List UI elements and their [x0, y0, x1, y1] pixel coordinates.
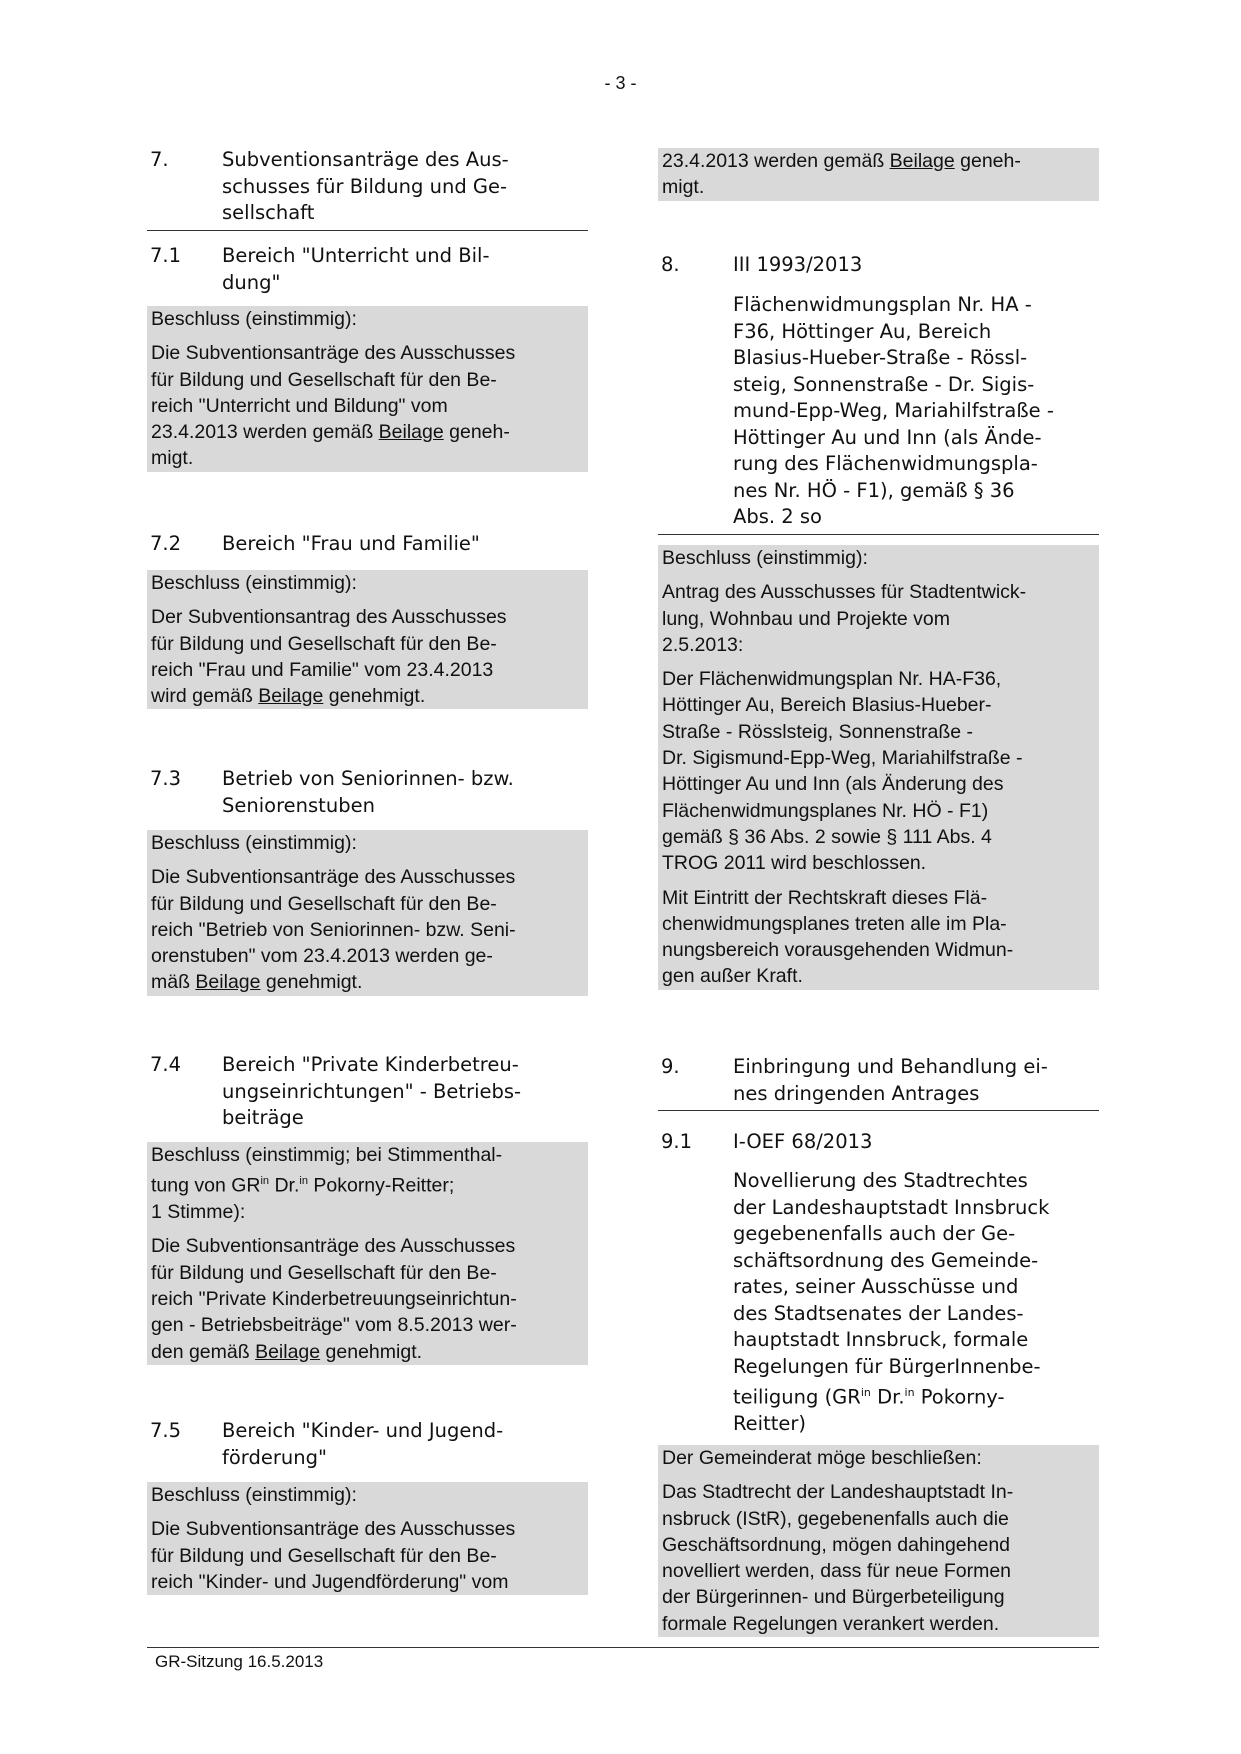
resolution-text: Der Flächenwidmungsplan Nr. HA-F36, Höttinger Au, Bereich Blasius-Hueber- Straße - Rösslsteig, Sonnenstraße - Dr. Sigismund-Epp-Weg, Mariahilfstraße - Höttinger Au und Inn (als Änderung des Flächenwidmungsplanes Nr. HÖ - F1) gemäß § 36 Abs. 2 sowie § 111 Abs. 4 TROG 2011 wird beschlossen. — [658, 666, 1099, 876]
section-number: 7.1 — [150, 244, 182, 267]
section-title: Bereich "Frau und Familie" — [222, 532, 480, 555]
section-number: 8. — [661, 253, 680, 276]
beilage-link[interactable]: Beilage — [255, 1340, 321, 1363]
section-8-heading — [658, 252, 1099, 279]
beschluss-label: Beschluss (einstimmig): — [147, 1482, 588, 1508]
section-number: 7. — [150, 148, 169, 171]
section-number: 9. — [661, 1055, 680, 1078]
section-7-4-heading — [147, 1052, 588, 1132]
section-number: 9.1 — [661, 1130, 693, 1153]
beschluss-label: Beschluss (einstimmig; bei Stimmenthal- tung von $GR^{in}$ Dr.$^{in}$ Pokorny-Reitter; 1 Stimme): — [147, 1142, 588, 1225]
section-7-1-resolution — [147, 306, 588, 472]
section-8-description: Flächenwidmungsplan Nr. HA - F36, Höttinger Au, Bereich Blasius-Hueber-Straße - Rössl- steig, Sonnenstraße - Dr. Sigis- mund-Epp-Weg, Mariahilfstraße - Höttinger Au und Inn (als Ände- rung des Flächenwidmungspla- nes Nr. HÖ - F1), gemäß § 36 Abs. 2 so — [658, 292, 1099, 535]
section-number: 7.2 — [150, 532, 182, 555]
section-9-1-heading — [658, 1129, 1099, 1156]
beschluss-label: Beschluss (einstimmig): — [147, 306, 588, 332]
section-title: Subventionsanträge des Aus- schusses für Bildung und Ge- sellschaft — [222, 148, 509, 224]
continuation-text: 23.4.2013 werden gemäß Beilage geneh- migt. — [658, 148, 1099, 201]
section-title: Betrieb von Seniorinnen- bzw. Seniorenstuben — [222, 767, 514, 817]
resolution-text: Die Subventionsanträge des Ausschusses für Bildung und Gesellschaft für den Be- reich "Kinder- und Jugendförderung" vom — [147, 1516, 588, 1595]
section-title: Bereich "Private Kinderbetreu- ungseinrichtungen" - Betriebs- beiträge — [222, 1053, 522, 1129]
beschluss-label: Beschluss (einstimmig): — [658, 545, 1099, 571]
beilage-link[interactable]: Beilage — [889, 150, 955, 172]
section-7-4-resolution — [147, 1142, 588, 1365]
motion-label: Der Gemeinderat möge beschließen: — [658, 1445, 1099, 1471]
section-title: Bereich "Unterricht und Bil- dung" — [222, 244, 490, 294]
resolution-text-2: Mit Eintritt der Rechtskraft dieses Flä- chenwidmungsplanes treten alle im Pla- nungsbereich vorausgehenden Widmun- gen außer Kraft. — [658, 885, 1099, 990]
beschluss-label: Beschluss (einstimmig): — [147, 570, 588, 596]
section-number: 7.3 — [150, 767, 182, 790]
footer-text: GR-Sitzung 16.5.2013 — [155, 1652, 324, 1671]
section-9-heading — [658, 1054, 1099, 1111]
resolution-text: Die Subventionsanträge des Ausschusses für Bildung und Gesellschaft für den Be- reich "Betrieb von Seniorinnen- bzw. Seni- orenstuben" vom 23.4.2013 werden ge- mäß Beilage genehmigt. — [147, 864, 588, 995]
section-reference: I-OEF 68/2013 — [733, 1130, 873, 1153]
section-8-resolution — [658, 545, 1099, 990]
section-9-1-motion — [658, 1445, 1099, 1637]
section-7-2-resolution — [147, 570, 588, 709]
motion-text: Antrag des Ausschusses für Stadtentwick- lung, Wohnbau und Projekte vom 2.5.2013: — [658, 579, 1099, 658]
section-7-3-resolution — [147, 830, 588, 996]
section-7-3-heading — [147, 766, 588, 819]
section-title: Bereich "Kinder- und Jugend- förderung" — [222, 1419, 504, 1469]
motion-text: Das Stadtrecht der Landeshauptstadt In- nsbruck (IStR), gegebenenfalls auch die Geschäftsordnung, mögen dahingehend novelliert werden, dass für neue Formen der Bürgerinnen- und Bürgerbeteiligung formale Regelungen verankert werden. — [658, 1479, 1099, 1637]
footer-divider — [147, 1647, 1099, 1648]
resolution-text: Die Subventionsanträge des Ausschusses für Bildung und Gesellschaft für den Be- reich "Unterricht und Bildung" vom 23.4.2013 werden gemäß Beilage geneh- migt. — [147, 340, 588, 471]
resolution-text: Die Subventionsanträge des Ausschusses für Bildung und Gesellschaft für den Be- reich "Private Kinderbetreuungseinrichtun- gen - Betriebsbeiträge" vom 8.5.2013 wer- den gemäß Beilage genehmigt. — [147, 1233, 588, 1364]
section-reference: III 1993/2013 — [733, 253, 863, 276]
page-number: - 3 - — [604, 73, 637, 93]
section-7-5-heading — [147, 1418, 588, 1471]
beilage-link[interactable]: Beilage — [195, 971, 261, 994]
section-7-heading — [147, 147, 588, 231]
section-7-5-resolution — [147, 1482, 588, 1595]
section-title: Einbringung und Behandlung ei- nes dringenden Antrages — [733, 1055, 1048, 1105]
beilage-link[interactable]: Beilage — [258, 685, 324, 708]
section-7-2-heading — [147, 531, 588, 558]
section-number: 7.5 — [150, 1419, 182, 1442]
resolution-text: Der Subventionsantrag des Ausschusses für Bildung und Gesellschaft für den Be- reich "Frau und Familie" vom 23.4.2013 wird gemäß Beilage genehmigt. — [147, 604, 588, 709]
section-9-1-description: Novellierung des Stadtrechtes der Landeshauptstadt Innsbruck gegebenenfalls auch der Ge- schäftsordnung des Gemeinde- rates, seiner Ausschüsse und des Stadtsenates der Landes- hauptstadt Innsbruck, formale Regelungen für BürgerInnenbe- teiligung ($GR^{in}$ Dr.$^{in}$ Pokorny- Reitter) — [733, 1169, 1050, 1435]
beilage-link[interactable]: Beilage — [378, 421, 444, 444]
section-number: 7.4 — [150, 1053, 182, 1076]
section-7-1-heading — [147, 243, 588, 296]
beschluss-label: Beschluss (einstimmig): — [147, 830, 588, 856]
